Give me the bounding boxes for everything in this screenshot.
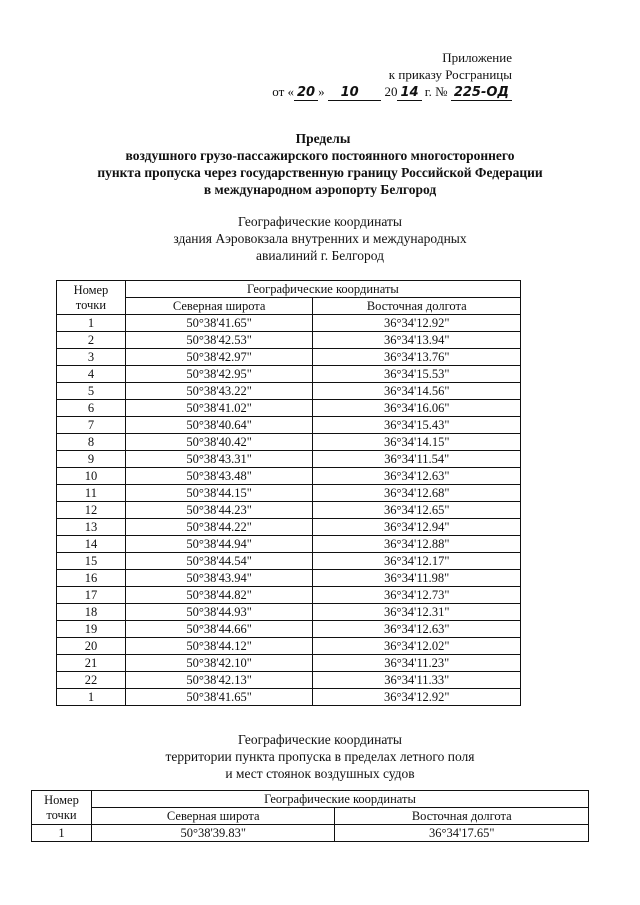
longitude-cell: 36°34'11.54" <box>313 451 521 468</box>
table-row <box>57 332 521 349</box>
point-number-cell: 1 <box>57 689 126 706</box>
longitude-cell: 36°34'11.98" <box>313 570 521 587</box>
appendix-block <box>0 49 512 101</box>
point-number-cell: 7 <box>57 417 126 434</box>
table-row <box>57 383 521 400</box>
section1-line-1: Географические координаты <box>238 214 402 229</box>
point-number-cell: 10 <box>57 468 126 485</box>
table-row <box>57 315 521 332</box>
header-coordinates: Географические координаты <box>125 281 520 298</box>
latitude-cell: 50°38'39.83" <box>91 825 335 842</box>
longitude-cell: 36°34'12.92" <box>313 689 521 706</box>
latitude-cell: 50°38'44.94" <box>125 536 313 553</box>
longitude-cell: 36°34'15.53" <box>313 366 521 383</box>
order-number-handwritten: 225-ОД <box>451 86 512 101</box>
table-row <box>57 672 521 689</box>
latitude-cell: 50°38'42.13" <box>125 672 313 689</box>
point-number-cell: 12 <box>57 502 126 519</box>
latitude-cell: 50°38'42.95" <box>125 366 313 383</box>
latitude-cell: 50°38'44.93" <box>125 604 313 621</box>
longitude-cell: 36°34'12.17" <box>313 553 521 570</box>
longitude-cell: 36°34'11.23" <box>313 655 521 672</box>
table-row <box>57 519 521 536</box>
latitude-cell: 50°38'44.12" <box>125 638 313 655</box>
longitude-cell: 36°34'12.92" <box>313 315 521 332</box>
section1-line-3: авиалиний г. Белгород <box>256 248 384 263</box>
longitude-cell: 36°34'17.65" <box>335 825 589 842</box>
latitude-cell: 50°38'43.31" <box>125 451 313 468</box>
appendix-order-ref: к приказу Росграницы <box>388 67 512 82</box>
header-number-word: Номер <box>73 282 109 297</box>
longitude-cell: 36°34'12.94" <box>313 519 521 536</box>
airfield-coordinates-rows <box>32 825 589 842</box>
longitude-cell: 36°34'12.63" <box>313 468 521 485</box>
table-row <box>57 638 521 655</box>
longitude-cell: 36°34'12.63" <box>313 621 521 638</box>
point-number-cell: 8 <box>57 434 126 451</box>
longitude-cell: 36°34'12.31" <box>313 604 521 621</box>
header-point-number <box>32 791 92 825</box>
table-row <box>57 689 521 706</box>
terminal-coordinates-table <box>56 280 521 706</box>
latitude-cell: 50°38'41.65" <box>125 689 313 706</box>
table-row <box>57 468 521 485</box>
longitude-cell: 36°34'14.56" <box>313 383 521 400</box>
latitude-cell: 50°38'41.02" <box>125 400 313 417</box>
point-number-cell: 5 <box>57 383 126 400</box>
latitude-cell: 50°38'41.65" <box>125 315 313 332</box>
date-year-handwritten: 14 <box>397 86 421 101</box>
point-number-cell: 1 <box>32 825 92 842</box>
order-number-label: г. № <box>424 84 448 99</box>
longitude-cell: 36°34'11.33" <box>313 672 521 689</box>
point-number-cell: 1 <box>57 315 126 332</box>
point-number-cell: 9 <box>57 451 126 468</box>
latitude-cell: 50°38'44.82" <box>125 587 313 604</box>
header-coordinates: Географические координаты <box>91 791 588 808</box>
latitude-cell: 50°38'43.22" <box>125 383 313 400</box>
point-number-cell: 13 <box>57 519 126 536</box>
longitude-cell: 36°34'12.02" <box>313 638 521 655</box>
point-number-cell: 2 <box>57 332 126 349</box>
table-row <box>57 400 521 417</box>
date-mid: » <box>318 84 325 99</box>
section2-line-2: территории пункта пропуска в пределах летного поля <box>165 749 475 764</box>
airfield-coordinates-table <box>31 790 589 842</box>
point-number-cell: 17 <box>57 587 126 604</box>
point-number-cell: 21 <box>57 655 126 672</box>
table-row <box>57 553 521 570</box>
appendix-date-line <box>0 83 512 101</box>
table-row <box>57 366 521 383</box>
section1-heading <box>0 213 640 264</box>
title-line-1: Пределы <box>295 131 351 146</box>
date-month-handwritten: 10 <box>340 85 359 100</box>
header-point-word: точки <box>75 297 107 312</box>
section1-line-2: здания Аэровокзала внутренних и международных <box>173 231 467 246</box>
table-row <box>32 825 589 842</box>
point-number-cell: 14 <box>57 536 126 553</box>
section2-line-3: и мест стоянок воздушных судов <box>225 766 415 781</box>
point-number-cell: 6 <box>57 400 126 417</box>
table-row <box>57 604 521 621</box>
longitude-cell: 36°34'12.73" <box>313 587 521 604</box>
section2-line-1: Географические координаты <box>238 732 402 747</box>
table-row <box>57 570 521 587</box>
point-number-cell: 20 <box>57 638 126 655</box>
title-line-3: пункта пропуска через государственную границу Российской Федерации <box>97 165 543 180</box>
header-longitude: Восточная долгота <box>335 808 589 825</box>
longitude-cell: 36°34'12.88" <box>313 536 521 553</box>
latitude-cell: 50°38'44.66" <box>125 621 313 638</box>
header-point-number <box>57 281 126 315</box>
date-prefix: от « <box>272 84 295 99</box>
document-title <box>0 130 640 198</box>
latitude-cell: 50°38'42.10" <box>125 655 313 672</box>
terminal-coordinates-rows <box>57 315 521 706</box>
point-number-cell: 3 <box>57 349 126 366</box>
header-point-word: точки <box>46 807 77 822</box>
longitude-cell: 36°34'13.76" <box>313 349 521 366</box>
longitude-cell: 36°34'15.43" <box>313 417 521 434</box>
title-line-2: воздушного грузо-пассажирского постоянного многостороннего <box>125 148 515 163</box>
date-day-handwritten: 20 <box>294 86 318 101</box>
table-row <box>57 451 521 468</box>
latitude-cell: 50°38'44.54" <box>125 553 313 570</box>
point-number-cell: 15 <box>57 553 126 570</box>
latitude-cell: 50°38'42.53" <box>125 332 313 349</box>
date-year-prefix: 20 <box>384 84 398 99</box>
latitude-cell: 50°38'43.48" <box>125 468 313 485</box>
table-row <box>57 417 521 434</box>
section2-heading <box>0 731 640 782</box>
header-longitude: Восточная долгота <box>313 298 521 315</box>
longitude-cell: 36°34'16.06" <box>313 400 521 417</box>
longitude-cell: 36°34'13.94" <box>313 332 521 349</box>
point-number-cell: 18 <box>57 604 126 621</box>
table-row <box>57 536 521 553</box>
latitude-cell: 50°38'40.64" <box>125 417 313 434</box>
longitude-cell: 36°34'14.15" <box>313 434 521 451</box>
table-row <box>57 621 521 638</box>
appendix-line-2 <box>0 66 512 83</box>
title-line-4: в международном аэропорту Белгород <box>203 182 437 197</box>
table-row <box>57 587 521 604</box>
table-row <box>57 485 521 502</box>
table-row <box>57 434 521 451</box>
table-row <box>57 655 521 672</box>
point-number-cell: 4 <box>57 366 126 383</box>
latitude-cell: 50°38'44.22" <box>125 519 313 536</box>
appendix-line-1: Приложение <box>442 50 512 65</box>
header-latitude: Северная широта <box>125 298 313 315</box>
point-number-cell: 16 <box>57 570 126 587</box>
latitude-cell: 50°38'43.94" <box>125 570 313 587</box>
table-row <box>57 502 521 519</box>
point-number-cell: 19 <box>57 621 126 638</box>
latitude-cell: 50°38'44.23" <box>125 502 313 519</box>
latitude-cell: 50°38'42.97" <box>125 349 313 366</box>
longitude-cell: 36°34'12.68" <box>313 485 521 502</box>
header-number-word: Номер <box>44 792 79 807</box>
date-month-blank <box>328 85 381 101</box>
header-latitude: Северная широта <box>91 808 335 825</box>
point-number-cell: 11 <box>57 485 126 502</box>
latitude-cell: 50°38'44.15" <box>125 485 313 502</box>
latitude-cell: 50°38'40.42" <box>125 434 313 451</box>
point-number-cell: 22 <box>57 672 126 689</box>
table-row <box>57 349 521 366</box>
longitude-cell: 36°34'12.65" <box>313 502 521 519</box>
